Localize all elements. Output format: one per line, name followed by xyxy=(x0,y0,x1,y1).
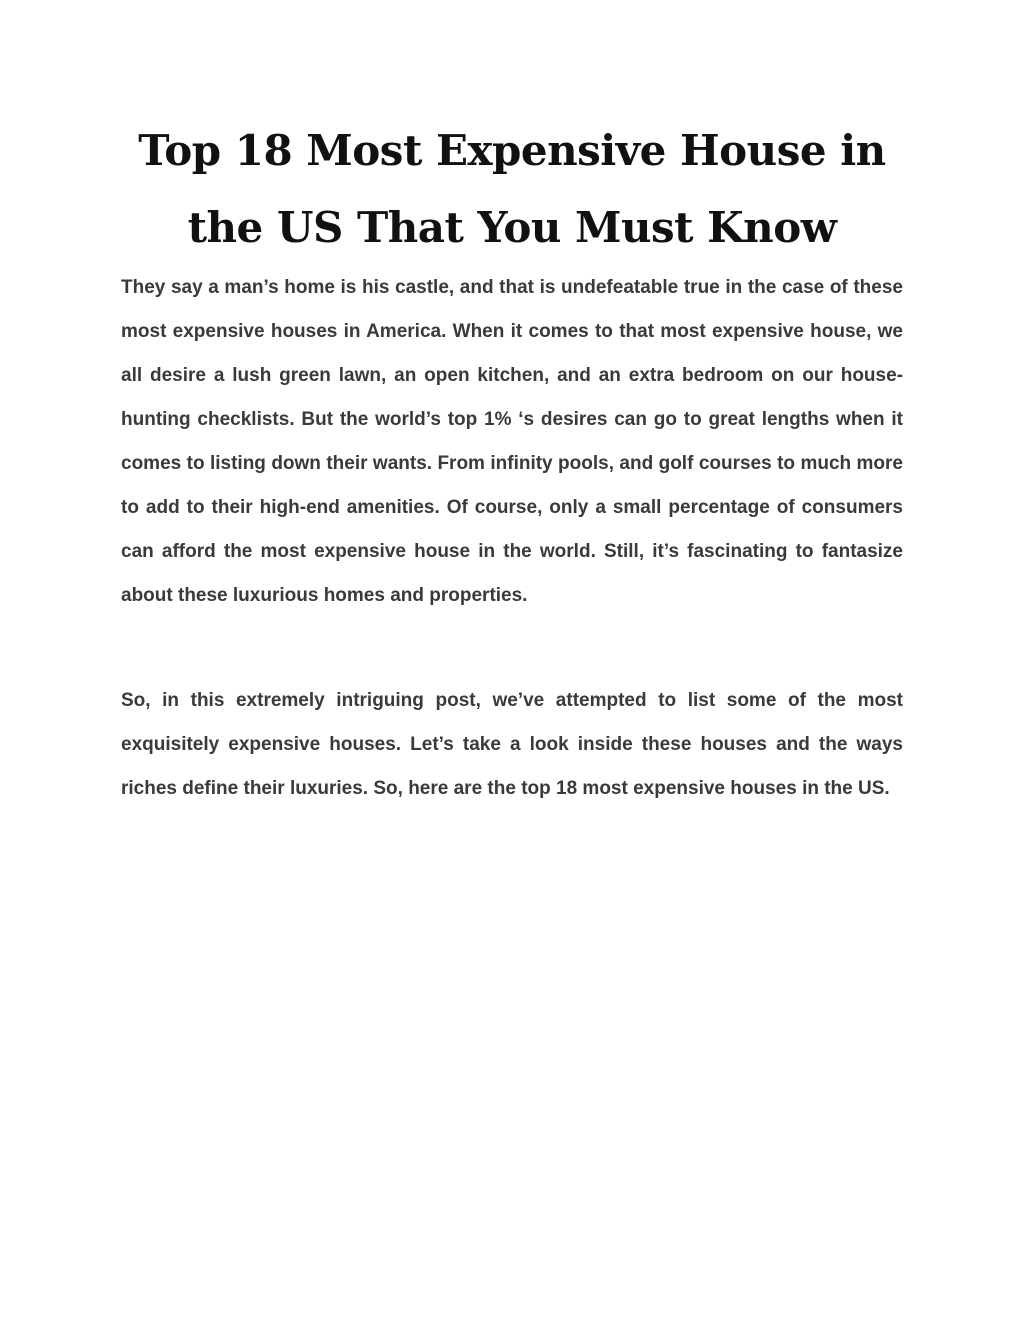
summary-paragraph: So, in this extremely intriguing post, we’ve attempted to list some of the most exquisitely expensive houses. Let’s take a look inside these houses and the ways riches define their luxuries. So, here are the top 18 most expensive houses in the US. xyxy=(121,690,903,799)
page-title: Top 18 Most Expensive House in the US That You Must Know xyxy=(138,126,886,252)
intro-paragraph: They say a man’s home is his castle, and that is undefeatable true in the case of these most expensive houses in America. When it comes to that most expensive house, we all desire a lush green lawn, an open kitchen, and an extra bedroom on our house-hunting checklists. But the world’s top 1% ‘s desires can go to great lengths when it comes to listing down their wants. From infinity pools, and golf courses to much more to add to their high-end amenities. Of course, only a small percentage of consumers can afford the most expensive house in the world. Still, it’s fascinating to fantasize about these luxurious homes and properties. xyxy=(121,277,903,606)
